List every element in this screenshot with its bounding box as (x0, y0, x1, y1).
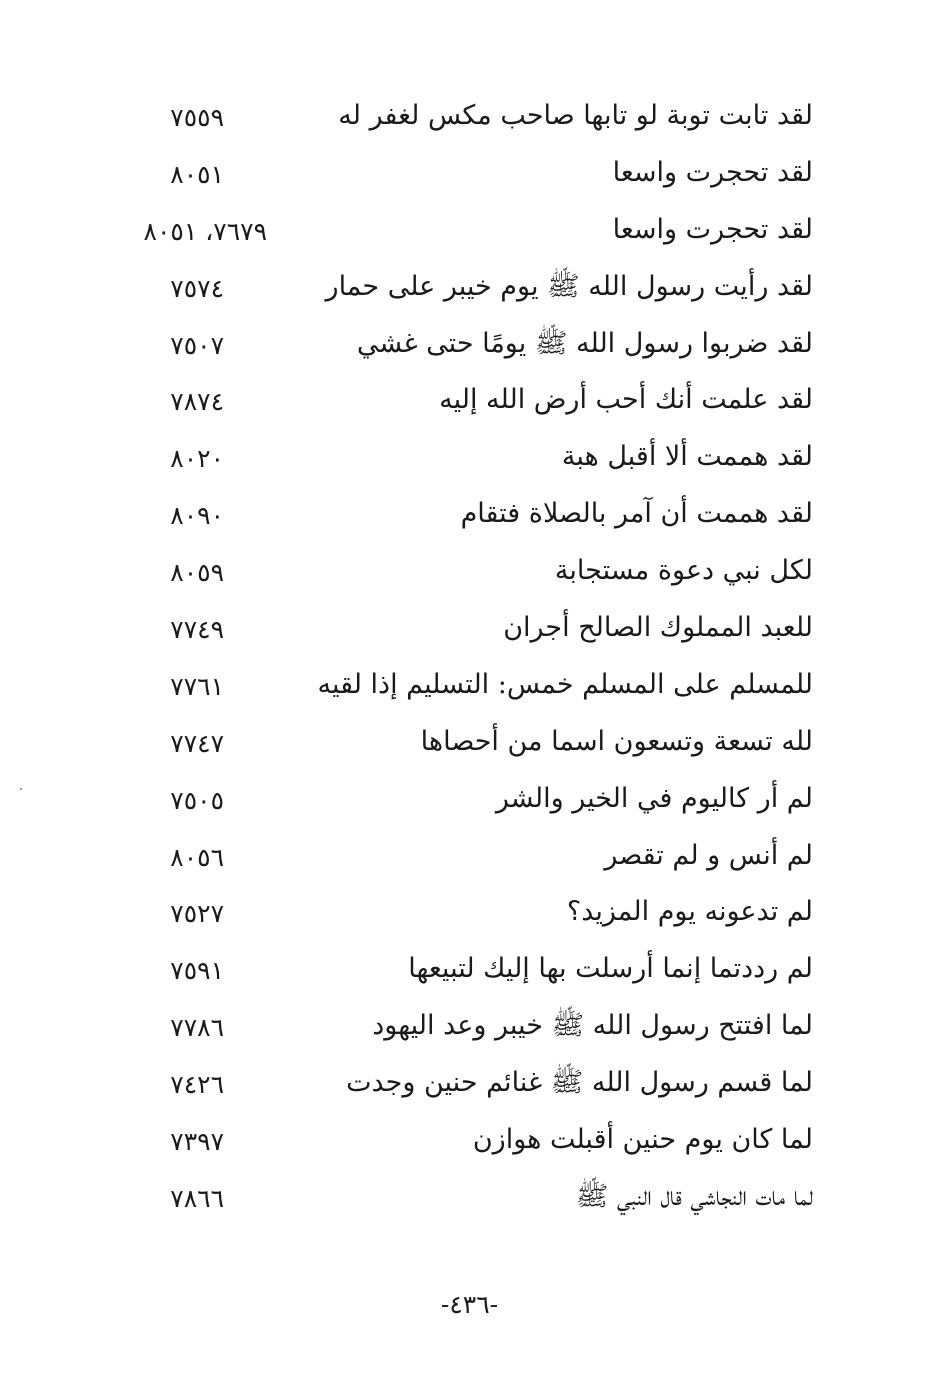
index-entry (0, 998, 939, 1055)
hadith-text: لقد تحجرت واسعا (612, 213, 813, 245)
hadith-reference: ٧٥٠٧ (170, 330, 224, 360)
index-entry (0, 1055, 939, 1112)
hadith-text: لم أنس و لم تقصر (604, 839, 813, 871)
index-entry (0, 941, 939, 998)
hadith-text: لقد هممت أن آمر بالصلاة فتقام (460, 498, 813, 530)
hadith-reference: ٧٥٠٥ (170, 785, 224, 815)
hadith-reference: ٧٦٧٩، ٨٠٥١ (143, 216, 267, 246)
margin-mark (20, 788, 22, 790)
index-entry (0, 600, 939, 657)
index-entry (0, 714, 939, 771)
hadith-reference: ٨٠٥١ (170, 159, 224, 189)
index-entry (0, 486, 939, 543)
index-entry (0, 828, 939, 885)
hadith-reference: ٧٨٧٤ (170, 387, 224, 417)
index-entry (0, 372, 939, 429)
hadith-reference: ٧٥٩١ (170, 956, 224, 986)
hadith-text: لقد علمت أنك أحب أرض الله إليه (439, 384, 813, 416)
hadith-reference: ٨٠٢٠ (170, 444, 224, 474)
hadith-reference: ٨٠٥٩ (170, 558, 224, 588)
hadith-reference: ٧٥٥٩ (170, 103, 224, 132)
hadith-text: لم رددتما إنما أرسلت بها إليك لتبيعها (408, 953, 813, 985)
hadith-reference: ٧٧٤٩ (170, 615, 224, 645)
hadith-text: لقد ضربوا رسول الله ﷺ يومًا حتى غشي (356, 327, 813, 359)
page-number: -٤٣٦- (440, 1290, 499, 1319)
hadith-text: لله تسعة وتسعون اسما من أحصاها (420, 725, 813, 757)
index-entry (0, 316, 939, 373)
hadith-text: لقد رأيت رسول الله ﷺ يوم خيبر على حمار (325, 270, 813, 302)
hadith-text: لكل نبي دعوة مستجابة (554, 555, 813, 587)
hadith-reference: ٧٣٩٧ (170, 1127, 224, 1157)
index-entry (0, 145, 939, 202)
hadith-text: لقد تابت توبة لو تابها صاحب مكس لغفر له (338, 100, 813, 131)
index-entry (0, 884, 939, 941)
hadith-text: لقد هممت ألا أقبل هبة (561, 441, 813, 473)
hadith-reference: ٧٧٤٧ (170, 728, 224, 758)
hadith-reference: ٨٠٥٦ (170, 842, 224, 872)
hadith-reference: ٧٤٢٦ (170, 1070, 224, 1100)
index-entry (0, 259, 939, 316)
hadith-reference: ٧٧٦١ (170, 671, 224, 701)
index-entry (0, 429, 939, 486)
hadith-text: لم تدعونه يوم المزيد؟ (566, 896, 813, 928)
hadith-reference: ٧٨٦٦ (170, 1183, 224, 1213)
hadith-text: للعبد المملوك الصالح أجران (503, 612, 813, 644)
hadith-reference: ٨٠٩٠ (170, 501, 224, 531)
index-entry (0, 1169, 939, 1226)
hadith-reference: ٧٥٢٧ (170, 899, 224, 929)
hadith-text: لقد تحجرت واسعا (612, 156, 813, 188)
hadith-text: لما مات النجاشي قال النبي ﷺ (575, 1180, 813, 1212)
index-entry (0, 657, 939, 714)
hadith-reference: ٧٧٨٦ (170, 1013, 224, 1043)
index-entry (0, 543, 939, 600)
index-entry (0, 771, 939, 828)
hadith-text: لما كان يوم حنين أقبلت هوازن (472, 1124, 813, 1156)
hadith-text: لما قسم رسول الله ﷺ غنائم حنين وجدت (346, 1067, 813, 1099)
hadith-text: للمسلم على المسلم خمس: التسليم إذا لقيه (317, 668, 813, 700)
hadith-text: لم أر كاليوم في الخير والشر (495, 782, 813, 814)
hadith-index-list (0, 88, 939, 1226)
index-entry (0, 202, 939, 259)
index-entry (0, 88, 939, 145)
hadith-text: لما افتتح رسول الله ﷺ خيبر وعد اليهود (372, 1010, 813, 1042)
hadith-reference: ٧٥٧٤ (170, 273, 224, 303)
index-entry (0, 1112, 939, 1169)
